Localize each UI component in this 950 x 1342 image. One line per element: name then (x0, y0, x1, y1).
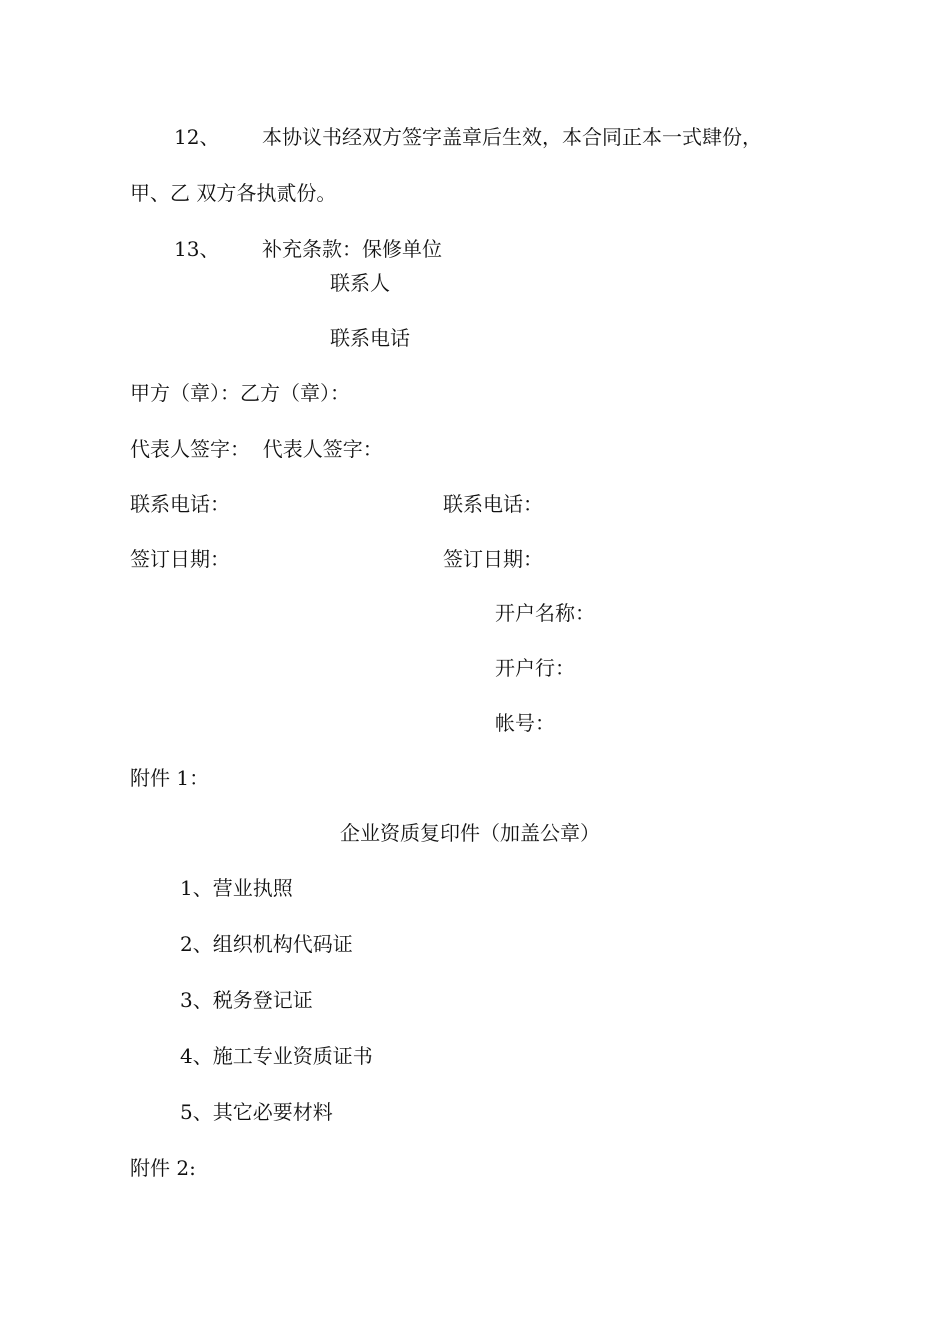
account-name-label: 开户名称： (495, 601, 595, 625)
bank-label: 开户行： (495, 656, 575, 680)
attachment-1-title: 企业资质复印件（加盖公章） (340, 821, 600, 845)
clause-13-number: 13、 (174, 237, 220, 261)
clause-13-contact-phone: 联系电话 (330, 326, 410, 350)
party-seal-line: 甲方（章）：乙方（章）： (130, 381, 350, 405)
representative-signature-line: 代表人签字： 代表人签字： (130, 437, 383, 461)
party-b-date-label: 签订日期： (443, 547, 543, 571)
clause-12-number: 12、 (174, 125, 220, 149)
clause-13-contact-person: 联系人 (330, 271, 390, 295)
list-item: 5、其它必要材料 (180, 1100, 333, 1124)
clause-12-text-line2: 甲、乙 双方各执贰份。 (130, 181, 337, 205)
list-item: 4、施工专业资质证书 (180, 1044, 373, 1068)
attachment-2-label: 附件 2: (130, 1156, 196, 1180)
clause-12-text-line1: 本协议书经双方签字盖章后生效，本合同正本一式肆份， (262, 125, 762, 149)
party-a-date-label: 签订日期： (130, 547, 230, 571)
party-a-phone-label: 联系电话： (130, 492, 230, 516)
party-b-phone-label: 联系电话： (443, 492, 543, 516)
attachment-1-label: 附件 1： (130, 766, 210, 790)
list-item: 1、营业执照 (180, 876, 293, 900)
clause-13-text: 补充条款：保修单位 (262, 237, 442, 261)
list-item: 2、组织机构代码证 (180, 932, 353, 956)
list-item: 3、税务登记证 (180, 988, 313, 1012)
account-number-label: 帐号： (495, 711, 555, 735)
